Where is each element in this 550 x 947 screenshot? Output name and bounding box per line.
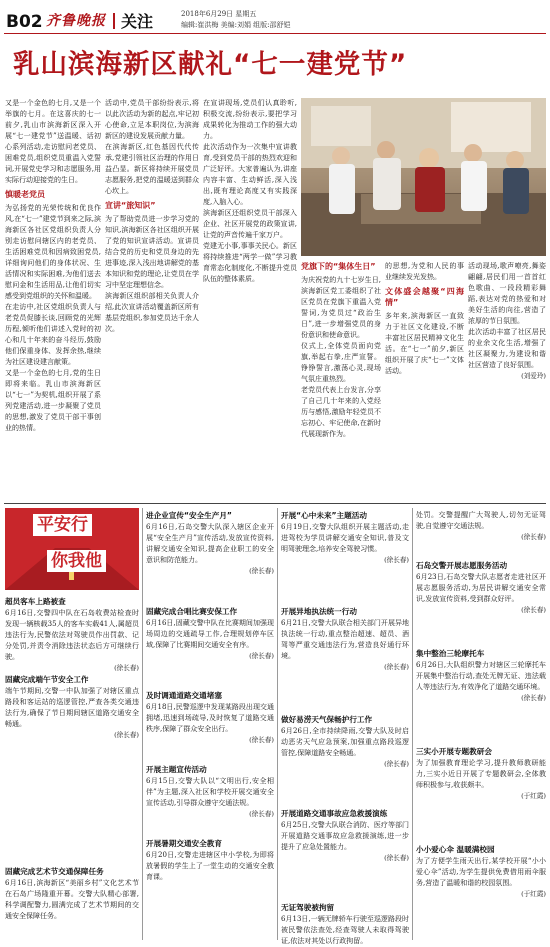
lead-column-3 xyxy=(203,98,297,498)
promo-box xyxy=(5,508,139,590)
divider-bar xyxy=(113,13,115,29)
lead-paragraph: 为庆祝党的九十七岁生日,滨海新区党工委组织了社区党员在党旗下重温入党誓词,为党员过“政治生日”,进一步增强党员的身份意识和使命意识。 xyxy=(301,276,381,339)
lead-paragraph: 活动现场,歌声嘹亮,舞姿翩翩,居民们用一首首红色歌曲、一段段精彩舞蹈,表达对党的热爱和对美好生活的向往,营造了浓厚的节日氛围。 xyxy=(468,262,546,325)
brief-title: 超员客车上路被查 xyxy=(5,597,66,606)
lead-column-5 xyxy=(385,261,464,499)
lead-paragraph: 仪式上,全体党员面向党旗,举起右拳,庄严宣誓。铮铮誓言,激荡心灵,现场气氛庄重热烈。 xyxy=(301,342,381,383)
lead-column-2 xyxy=(105,98,199,498)
brief-text: 6月20日,交警走进辖区中小学校,为即将放暑假的学生上了一堂生动的交通安全教育课。 xyxy=(146,851,274,881)
subhead: 慎暖老党员 xyxy=(5,190,45,199)
lead-paragraph: 此次活动作为一次集中宣讲教育,受到党员干部的热烈欢迎和广泛好评。大家普遍认为,讲座内容丰富、生动鲜活,深入浅出,既有理论高度又有实践深度,入脑入心。 xyxy=(203,143,297,206)
brief-text: 6月21日,交警大队联合相关部门开展异地执法统一行动,重点整治超速、超员、酒驾等严重交通违法行为,营造良好通行环境。 (徐长春) xyxy=(281,619,409,671)
subhead: 文体盛会越聚“四海情” xyxy=(385,287,464,307)
masthead xyxy=(4,4,546,34)
brief-title: 石岛交警开展志愿服务活动 xyxy=(416,561,508,570)
promo-line-2: 你我他 xyxy=(47,550,106,572)
paper-logo: 齐鲁晚报 xyxy=(46,13,106,29)
lead-paragraph: 在走访中,社区党组织负责人与老党员促膝长谈,回顾党的光辉历程,倾听他们讲述入党时的初心和几十年来的奋斗经历,鼓励他们保重身体、发挥余热,继续为社区建设建言献策。 xyxy=(5,303,101,366)
lead-column-6 xyxy=(468,261,546,499)
lead-paragraph: 党建无小事,事事关民心。新区将持续推进“两学一做”学习教育常态化制度化,不断提升党员队伍的整体素质。 xyxy=(203,242,297,283)
credits: 编辑:崔洪梅 美编:刘娟 组版:邵舒铠 xyxy=(181,21,291,29)
brief-text: 6月16日,石岛交警大队深入辖区企业开展“安全生产月”宣传活动,发放宣传资料,讲解交通安全知识,提高企业职工的安全意识和防范能力。 (徐长春) xyxy=(146,523,274,575)
brief-text: 6月16日,固藏交警中队在比赛期间加强现场周边的交通疏导工作,合理规划停车区域,保障了比赛期间交通安全有序。 (徐长春) xyxy=(146,619,274,660)
page-number: B02 xyxy=(6,12,43,32)
brief-title: 开展异地执法统一行动 xyxy=(281,607,357,616)
headline: 乳山滨海新区献礼“七一建党节” xyxy=(13,49,408,80)
lead-paragraph: 在滨海新区,红色基因代代传承,党建引领社区治理的作用日益凸显。新区将持续开展党员志愿服务,把党的温暖送到群众心坎上。 xyxy=(105,143,199,195)
lead-paragraph: 老党员代表上台发言,分享了自己几十年来的入党经历与感悟,激励年轻党员不忘初心、牢记使命,在新时代展现新作为。 xyxy=(301,386,381,438)
brief-title: 开展暑期交通安全教育 xyxy=(146,839,222,848)
byline: (刘爱玲) xyxy=(521,372,546,380)
subhead: 宣讲“旅知识” xyxy=(105,201,156,210)
section-divider xyxy=(4,503,546,504)
lead-paragraph: 在宣讲现场,党员们认真聆听,积极交流,纷纷表示,要把学习成果转化为推动工作的强大动力。 xyxy=(203,99,297,140)
brief-text: 6月15日,交警大队以“文明出行,安全相伴”为主题,深入社区和学校开展交通安全宣传活动,引导群众遵守交通法规。 (徐长春) xyxy=(146,777,274,818)
lead-column-1 xyxy=(5,98,101,498)
photo-scene xyxy=(301,98,546,256)
brief-title: 小小爱心伞 温暖满校园 xyxy=(416,845,495,854)
lead-paragraph: 又是一个金色的七月,又是一个举旗的七月。在这喜庆的七一前夕,乳山市滨海新区深入开展“七一建党节”送温暖、话初心系列活动,走访慰问老党员、困难党员,组织党员重温入党誓词,开展党史学习和志愿服务,用实际行动迎接党的生日。 xyxy=(5,99,101,184)
brief-title: 开展“心中未来”主题活动 xyxy=(281,511,367,520)
brief-text: 处罚。交警提醒广大驾驶人,切勿无证驾驶,自觉遵守交通法规。 (徐长春) xyxy=(416,511,546,541)
brief-text: 6月25日,交警大队联合消防、医疗等部门开展道路交通事故应急救援演练,进一步提升了应急处置能力。 (徐长春) xyxy=(281,821,409,862)
brief-title: 开展主题宣传活动 xyxy=(146,765,207,774)
brief-title: 开展道路交通事故应急救援演练 xyxy=(281,809,388,818)
brief-title: 进企业宣传“安全生产月” xyxy=(146,511,232,520)
lead-paragraph: 为弘扬党的光荣传统和优良作风,在“七一”建党节到来之际,滨海新区各社区党组织负责人分别走访慰问辖区内的老党员、生活困难党员和因病致困党员,详细询问他们的身体状况、生活情况和实际困难,为他们送去慰问金和生活用品,让他们切实感受到党组织的关怀和温暖。 xyxy=(5,204,101,300)
brief-text: 6月18日,民警巡逻中发现某路段出现交通拥堵,迅速到场疏导,及时恢复了道路交通秩序,保障了群众安全出行。 (徐长春) xyxy=(146,703,274,744)
lead-paragraph: 活动中,党员干部纷纷表示,将以此次活动为新的起点,牢记初心使命,立足本职岗位,为滨海新区的建设发展贡献力量。 xyxy=(105,99,199,140)
brief-title: 做好易涝天气保畅护行工作 xyxy=(281,715,373,724)
promo-line-1: 平安行 xyxy=(33,514,92,536)
lead-paragraph: 此次活动丰富了社区居民的业余文化生活,增强了社区凝聚力,为建设和谐社区营造了良好氛围。 xyxy=(468,328,546,369)
brief-text: 6月16日,滨海新区“美丽乡村”文化艺术节在石岛广场隆重开幕。交警大队精心部署,科学调配警力,圆满完成了艺术节期间的交通安全保障任务。 xyxy=(5,879,139,920)
section-label: 关注 xyxy=(121,12,154,31)
subhead: 党旗下的“集体生日” xyxy=(301,262,376,271)
brief-text: 为了加强教育理论学习,提升教师教研能力,三实小近日开展了专题教研会,全体教师积极参与,收获颇丰。 (于红霞) xyxy=(416,759,546,800)
brief-text: 为了方便学生雨天出行,某学校开展“小小爱心伞”活动,为学生提供免费借用雨伞服务,营造了温暖和谐的校园氛围。 (于红霞) xyxy=(416,857,546,898)
lead-paragraph: 滨海新区组织部相关负责人介绍,此次宣讲活动覆盖新区所有基层党组织,参加党员达千余人次。 xyxy=(105,292,199,333)
column-rule xyxy=(142,508,143,940)
lead-paragraph: 多年来,滨海新区一直致力于社区文化建设,不断丰富社区居民精神文化生活。在“七一”前夕,新区组织开展了庆“七一”文体活动。 xyxy=(385,312,464,375)
brief-text: 端午节期间,交警一中队加强了对辖区重点路段和客运站的巡逻管控,严查各类交通违法行为,确保了节日期间辖区道路交通安全畅通。 (徐长春) xyxy=(5,687,139,739)
column-rule xyxy=(277,508,278,940)
lead-paragraph: 又是一个金色的七月,党的生日即将来临。乳山市滨海新区以“七一”为契机,组织开展了系列党建活动,进一步凝聚了党员的思想,激发了党员干部干事创业的热情。 xyxy=(5,369,101,432)
news-photo xyxy=(301,98,546,256)
brief-text: 6月26日,大队组织警力对辖区三轮摩托车开展集中整治行动,查处无牌无证、违法载人等违法行为,有效净化了道路交通环境。 (徐长春) xyxy=(416,661,546,702)
brief-text: 6月26日,全市持续降雨,交警大队及时启动恶劣天气应急预案,加强重点路段巡逻管控,保障道路安全畅通。 (徐长春) xyxy=(281,727,409,768)
brief-text: 6月23日,石岛交警大队志愿者走进社区开展志愿服务活动,为居民讲解交通安全常识,发放宣传资料,受到群众好评。 (徐长春) xyxy=(416,573,546,614)
lead-paragraph: 滨海新区还组织党员干部深入企业、社区开展党的政策宣讲,让党的声音传遍千家万户。 xyxy=(203,209,297,239)
brief-title: 无证驾驶被拘留 xyxy=(281,903,335,912)
brief-title: 及时调通道路交通堵塞 xyxy=(146,691,222,700)
brief-title: 三实小开展专题教研会 xyxy=(416,747,492,756)
issue-date: 2018年6月29日 星期五 xyxy=(181,10,257,18)
brief-text: 6月19日,交警大队组织开展主题活动,走进驾校为学员讲解交通安全知识,普及文明驾驶理念,培养安全驾驶习惯。 (徐长春) xyxy=(281,523,409,564)
lead-paragraph: 的思想,为党和人民的事业继续发光发热。 xyxy=(385,262,464,281)
brief-title: 固藏完成端午节安全工作 xyxy=(5,675,89,684)
brief-text: 6月16日,交警四中队在石岛收费站检查时发现一辆核载35人的客车实载41人,属超员违法行为,民警依法对驾驶员作出罚款、记分处罚,并责令消除违法状态后方可继续行驶。 (徐长春) xyxy=(5,609,139,672)
brief-title: 集中整治三轮摩托车 xyxy=(416,649,485,658)
lead-column-4 xyxy=(301,261,381,499)
brief-title: 固藏完成合唱比赛安保工作 xyxy=(146,607,238,616)
brief-title: 固藏完成艺术节交通保障任务 xyxy=(5,867,104,876)
brief-text: 6月13日,一辆无牌轿车行驶至巡逻路段时被民警依法查处,经查驾驶人未取得驾驶证,依法对其处以行政拘留。 xyxy=(281,915,409,945)
lead-paragraph: 为了帮助党员进一步学习党的知识,滨海新区各社区组织开展了党的知识宣讲活动。宣讲员结合党的历史和党员身边的先进事迹,深入浅出地讲解党的基本知识和党的理论,让党员在学习中坚定理想信念。 xyxy=(105,215,199,289)
column-rule xyxy=(412,508,413,940)
